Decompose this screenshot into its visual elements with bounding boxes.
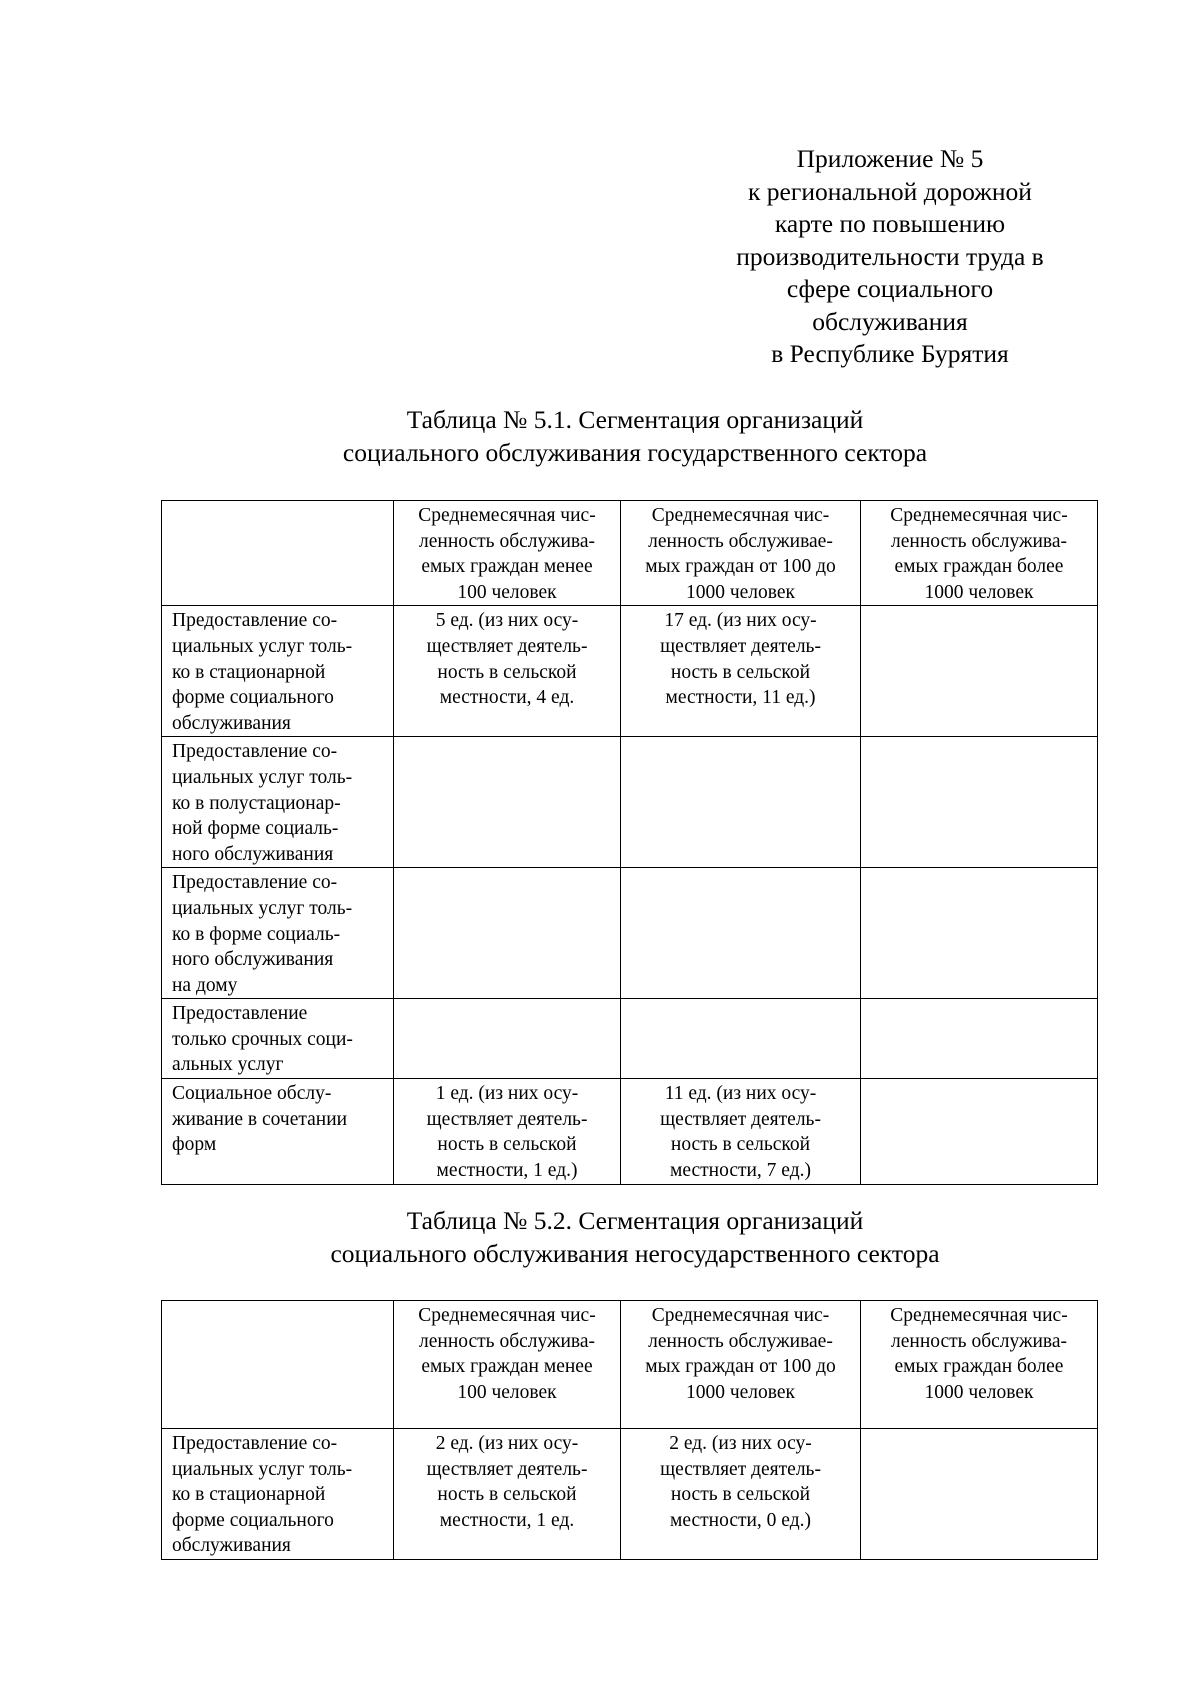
appendix-line: Приложение № 5 [796,144,984,173]
table-cell [394,737,621,868]
appendix-line: к региональной дорожной [748,176,1032,206]
cell-line: Среднемесячная чис- [890,505,1068,526]
cell-line: местности, 0 ед.) [669,1509,811,1531]
cell-line: ко в форме социаль- [172,923,341,945]
table2-title [160,1204,1110,1270]
table-cell [861,606,1098,737]
cell-line: местности, 7 ед.) [669,1160,811,1182]
cell-line: 1000 человек [685,1381,796,1403]
cell-line: 1 ед. (из них осу- [435,1083,579,1105]
column-header [621,1301,861,1429]
cell-line: мых граждан от 100 до [645,556,836,578]
table2-title-line: социального обслуживания негосударственного сектора [330,1239,940,1268]
column-header [861,1301,1098,1429]
cell-line: емых граждан менее [421,556,593,578]
cell-line: ленность обслуживае- [648,530,833,552]
cell-line: ко в стационарной [172,1484,326,1506]
cell-line: ного обслуживания [172,949,334,971]
cell-line: 100 человек [457,1381,557,1403]
cell-line: местности, 11 ед.) [665,687,816,709]
cell-line: ность в сельской [670,1134,811,1156]
column-header [861,501,1098,606]
table1-title-line: Таблица № 5.1. Сегментация организаций [406,405,864,434]
cell-line: Среднемесячная чис- [651,505,830,526]
cell-line: Предоставление со- [172,741,338,763]
cell-line: циальных услуг толь- [172,897,353,919]
cell-line: Социальное обслу- [172,1083,332,1105]
cell-line: циальных услуг толь- [172,766,353,788]
cell-line: 17 ед. (из них осу- [664,610,817,632]
table-row [162,737,1098,868]
table-cell [621,868,861,999]
cell-line: форме социального [172,687,334,709]
table-cell [861,1429,1098,1560]
cell-line: ной форме социаль- [172,818,339,840]
cell-line: емых граждан более [894,1356,1064,1378]
cell-line: форме социального [172,1509,334,1531]
cell-line: Среднемесячная чис- [418,1305,596,1326]
cell-line: ществляет деятель- [660,635,821,657]
row-label [162,606,394,737]
table-row [162,999,1098,1079]
table-cell [394,868,621,999]
appendix-line: в Республике Бурятия [771,339,1009,368]
cell-line: ко в стационарной [172,661,326,683]
cell-line: циальных услуг толь- [172,635,353,657]
cell-line: мых граждан от 100 до [645,1356,836,1378]
cell-line: Среднемесячная чис- [418,505,596,526]
cell-line: обслуживания [172,1535,291,1557]
row-label [162,1429,394,1560]
appendix-line: производительности труда в [736,241,1044,271]
cell-line: емых граждан более [894,556,1064,578]
cell-line: 1000 человек [924,1381,1034,1403]
column-header [621,501,861,606]
cell-line: ность в сельской [437,661,577,683]
table-row [162,1429,1098,1560]
cell-line: ленность обслужива- [419,530,595,552]
column-header [394,501,621,606]
cell-line: обслуживания [172,712,291,734]
cell-line: ко в полустационар- [172,792,341,814]
table1-title [160,403,1110,469]
row-label [162,1079,394,1184]
table-row [162,868,1098,999]
appendix-line: сфере социального [786,274,994,303]
cell-line: ного обслуживания [172,843,334,865]
table-cell [621,737,861,868]
cell-line: 2 ед. (из них осу- [669,1433,812,1454]
table-cell [394,1429,621,1560]
table-cell [394,999,621,1079]
table-cell [861,1079,1098,1184]
cell-line: форм [172,1134,217,1156]
cell-line: ленность обслужива- [419,1330,595,1352]
cell-line: местности, 1 ед.) [436,1160,578,1182]
cell-line: ность в сельской [670,661,811,683]
cell-line: 5 ед. (из них осу- [435,610,579,632]
cell-line: ность в сельской [437,1484,577,1506]
cell-line: 2 ед. (из них осу- [435,1433,579,1454]
table-header-row [162,1301,1098,1429]
cell-line: циальных услуг толь- [172,1458,353,1480]
table-cell [394,1079,621,1184]
cell-line: ленность обслуживае- [648,1330,833,1352]
header-corner-cell [162,501,394,606]
table-cell [621,999,861,1079]
table-row [162,1079,1098,1184]
cell-line: емых граждан менее [421,1356,593,1378]
appendix-line: карте по повышению [774,209,1006,238]
cell-line: ществляет деятель- [426,1108,588,1130]
cell-line: Предоставление [172,1003,308,1025]
table-cell [861,737,1098,868]
table-row [162,606,1098,737]
cell-line: альных услуг [172,1054,284,1076]
cell-line: ществляет деятель- [426,1458,588,1480]
table-header-row [162,501,1098,606]
cell-line: местности, 4 ед. [439,687,575,709]
row-label [162,737,394,868]
table-cell [861,999,1098,1079]
cell-line: местности, 1 ед. [439,1509,575,1531]
cell-line: ленность обслужива- [891,530,1067,552]
row-label [162,868,394,999]
table-cell [861,868,1098,999]
header-corner-cell [162,1301,394,1429]
cell-line: 11 ед. (из них осу- [664,1083,817,1105]
cell-line: ленность обслужива- [891,1330,1067,1352]
appendix-line: обслуживания [812,306,968,336]
table-cell [621,606,861,737]
cell-line: только срочных соци- [172,1028,353,1050]
column-header [394,1301,621,1429]
row-label [162,999,394,1079]
table-cell [621,1429,861,1560]
cell-line: 100 человек [457,581,557,603]
table-cell [394,606,621,737]
table1-title-line: социального обслуживания государственного сектора [342,438,928,467]
cell-line: на дому [172,974,238,996]
cell-line: Предоставление со- [172,872,338,894]
table2-title-line: Таблица № 5.2. Сегментация организаций [406,1206,864,1235]
cell-line: Предоставление со- [172,1433,338,1454]
cell-line: Среднемесячная чис- [890,1305,1068,1326]
cell-line: ществляет деятель- [660,1108,821,1130]
table1-state-sector [161,500,1098,1185]
cell-line: ществляет деятель- [660,1458,821,1480]
cell-line: 1000 человек [685,581,796,603]
appendix-header [690,143,1090,371]
cell-line: ществляет деятель- [426,635,588,657]
cell-line: Среднемесячная чис- [651,1305,830,1326]
table2-nonstate-sector [161,1300,1098,1560]
cell-line: 1000 человек [924,581,1034,603]
cell-line: ность в сельской [437,1134,577,1156]
cell-line: Предоставление со- [172,610,338,632]
cell-line: живание в сочетании [172,1108,348,1130]
cell-line: ность в сельской [670,1484,811,1506]
table-cell [621,1079,861,1184]
